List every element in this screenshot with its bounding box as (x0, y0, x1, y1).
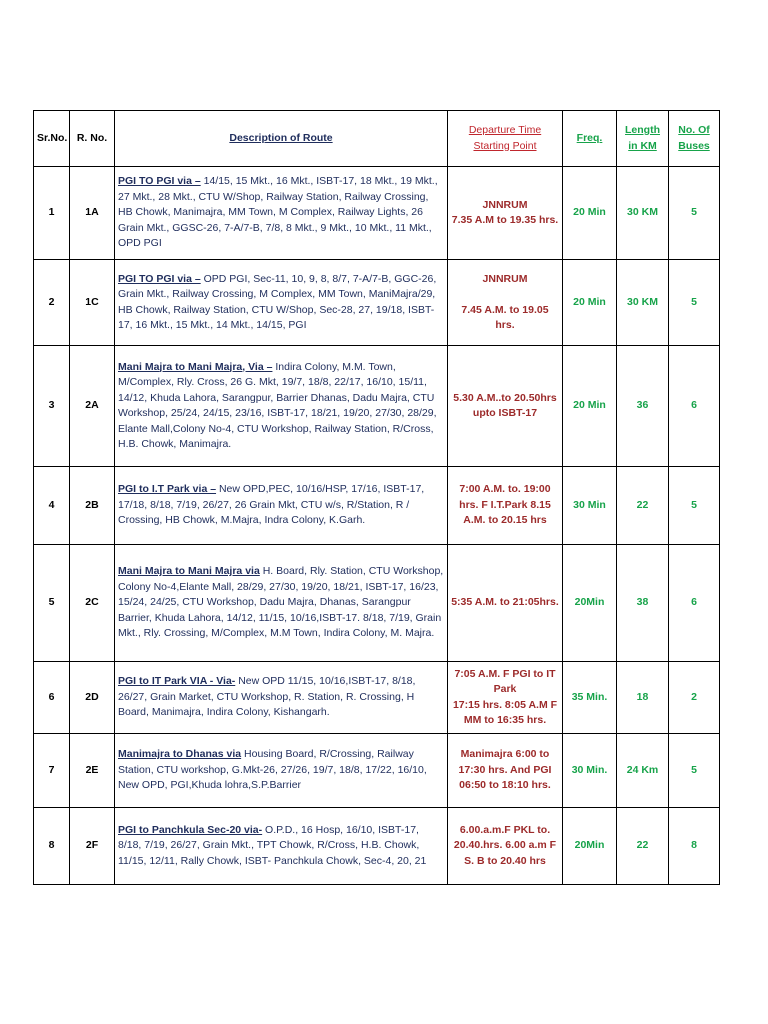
cell-sr: 4 (34, 467, 70, 545)
cell-buses: 5 (669, 260, 720, 346)
cell-buses: 5 (669, 167, 720, 260)
header-departure (448, 111, 563, 167)
table-row (34, 808, 720, 885)
cell-frequency: 20Min (563, 808, 617, 885)
header-description: Description of Route (115, 111, 448, 167)
header-departure-line1: Departure Time (468, 124, 542, 136)
cell-sr: 6 (34, 662, 70, 734)
cell-length: 36 (617, 346, 669, 467)
table-row (34, 346, 720, 467)
cell-departure: Manimajra 6:00 to 17:30 hrs. And PGI 06:50 to 18:10 hrs. (448, 734, 563, 808)
cell-sr: 2 (34, 260, 70, 346)
cell-departure: JNNRUM 7.45 A.M. to 19.05 hrs. (448, 260, 563, 346)
cell-length: 30 KM (617, 167, 669, 260)
cell-length: 22 (617, 467, 669, 545)
header-departure-line2: Starting Point (473, 139, 537, 152)
header-length: Length in KM (617, 111, 669, 167)
cell-sr: 8 (34, 808, 70, 885)
cell-sr: 1 (34, 167, 70, 260)
route-stops: H. Board, Rly. Station, CTU Workshop, Colony No-4,Elante Mall, 28/29, 27/30, 19/20, 18/21, ISBT-17, 16/23, 15/24, 24/25, CTU Workshop, Dadu Majra, Dhanas, Sarangpur Barrier, Khuda Lahora, 14/12, 11/15, 10/16,ISBT-17. 8/18, 7/19, Grain Mkt., Rly. Crossing, M/Complex, M.M Town, Indira Colony, M. Majra. (118, 565, 444, 640)
route-stops: Indira Colony, M.M. Town, M/Complex, Rly. Cross, 26 G. Mkt, 19/7, 18/8, 22/17, 16/10, 15/11, 14/12, Khuda Lahora, Sarangpur, Barrier Dhanas, Dadu Majra, CTU Workshop, 25/24, 24/15, 23/16, ISBT-17, 18/21, 19/20, 27/30, 28/29, Elante Mall,Colony No-4, CTU Workshop, Railway Station, R/Cross, H.B. Chowk, Manimajra. (118, 360, 437, 450)
cell-route-number: 1A (70, 167, 115, 260)
cell-length: 38 (617, 545, 669, 662)
cell-frequency: 35 Min. (563, 662, 617, 734)
cell-route-number: 2E (70, 734, 115, 808)
cell-departure: 6.00.a.m.F PKL to. 20.40.hrs. 6.00 a.m F S. B to 20.40 hrs (448, 808, 563, 885)
cell-description (115, 662, 448, 734)
route-stops: New OPD 11/15, 10/16,ISBT-17, 8/18, 26/27, Grain Market, CTU Workshop, R. Station, R. Crossing, H Board, Manimajra, Indira Colony, Kishangarh. (118, 675, 416, 719)
cell-frequency: 20Min (563, 545, 617, 662)
cell-buses: 8 (669, 808, 720, 885)
cell-route-number: 2D (70, 662, 115, 734)
cell-description (115, 167, 448, 260)
cell-departure: 5.30 A.M..to 20.50hrs upto ISBT-17 (448, 346, 563, 467)
cell-departure: 7:05 A.M. F PGI to IT Park 17:15 hrs. 8:05 A.M F MM to 16:35 hrs. (448, 662, 563, 734)
cell-buses: 6 (669, 545, 720, 662)
cell-frequency: 20 Min (563, 167, 617, 260)
cell-description (115, 260, 448, 346)
route-title: PGI TO PGI via – (118, 272, 201, 285)
cell-route-number: 2B (70, 467, 115, 545)
cell-description (115, 734, 448, 808)
cell-buses: 5 (669, 467, 720, 545)
table-row (34, 662, 720, 734)
cell-description (115, 808, 448, 885)
route-title: Manimajra to Dhanas via (118, 748, 242, 761)
cell-sr: 3 (34, 346, 70, 467)
header-buses: No. Of Buses (669, 111, 720, 167)
route-title: PGI to Panchkula Sec-20 via- (118, 823, 263, 836)
cell-length: 22 (617, 808, 669, 885)
route-stops: O.P.D., 16 Hosp, 16/10, ISBT-17, 8/18, 7/19, 26/27, Grain Mkt., TPT Chowk, R/Cross, H.B. Chowk, 11/15, 12/11, Rally Chowk, ISBT- Panchkula Chowk, Sec-4, 20, 21 (118, 823, 427, 867)
cell-route-number: 2F (70, 808, 115, 885)
cell-length: 18 (617, 662, 669, 734)
table-row (34, 260, 720, 346)
table-row (34, 167, 720, 260)
route-stops: OPD PGI, Sec-11, 10, 9, 8, 8/7, 7-A/7-B, GGC-26, Grain Mkt., Railway Crossing, M Complex, MM Town, ManiMajra/29, HB Chowk, Railway Station, CTU W/Shop, Sec-28, 27, 19/18, ISBT-17, 16 Mkt., 15 Mkt., 14 Mkt., 14/15, PGI (118, 272, 437, 331)
cell-frequency: 20 Min (563, 260, 617, 346)
cell-buses: 6 (669, 346, 720, 467)
header-sr: Sr.No. (34, 111, 70, 167)
cell-frequency: 30 Min. (563, 734, 617, 808)
cell-departure: 7:00 A.M. to. 19:00 hrs. F I.T.Park 8.15 A.M. to 20.15 hrs (448, 467, 563, 545)
cell-route-number: 1C (70, 260, 115, 346)
cell-frequency: 30 Min (563, 467, 617, 545)
header-frequency: Freq. (563, 111, 617, 167)
route-stops: 14/15, 15 Mkt., 16 Mkt., ISBT-17, 18 Mkt., 19 Mkt., 27 Mkt., 28 Mkt., CTU W/Shop, Railway Station, Railway Crossing, HB Chowk, Manimajra, MM Town, M Complex, Railway Lights, 26 Grain Mkt., GGSC-26, 7-A/7-B, 7/8, 8 Mkt., 9 Mkt., 10 Mkt., 11 Mkt., OPD PGI (118, 175, 438, 250)
cell-route-number: 2A (70, 346, 115, 467)
route-title: PGI to I.T Park via – (118, 483, 217, 496)
route-stops: Housing Board, R/Crossing, Railway Station, CTU workshop, G.Mkt-26, 27/26, 19/7, 18/8, 17/22, 16/10, New OPD, PGI,Khuda lohra,S.P.Barrier (118, 748, 427, 792)
table-row (34, 734, 720, 808)
cell-departure: JNNRUM 7.35 A.M to 19.35 hrs. (448, 167, 563, 260)
route-title: PGI TO PGI via – (118, 175, 201, 188)
cell-frequency: 20 Min (563, 346, 617, 467)
header-route-number: R. No. (70, 111, 115, 167)
cell-sr: 5 (34, 545, 70, 662)
cell-length: 30 KM (617, 260, 669, 346)
cell-description (115, 545, 448, 662)
cell-description (115, 346, 448, 467)
header-row (34, 111, 720, 167)
table-row (34, 545, 720, 662)
cell-buses: 2 (669, 662, 720, 734)
route-title: PGI to IT Park VIA - Via- (118, 675, 236, 688)
cell-length: 24 Km (617, 734, 669, 808)
cell-sr: 7 (34, 734, 70, 808)
table-body (34, 167, 720, 885)
route-title: Mani Majra to Mani Majra via (118, 565, 260, 578)
route-table (33, 110, 720, 885)
route-title: Mani Majra to Mani Majra, Via – (118, 360, 273, 373)
cell-departure: 5:35 A.M. to 21:05hrs. (448, 545, 563, 662)
cell-description (115, 467, 448, 545)
route-stops: New OPD,PEC, 10/16/HSP, 17/16, ISBT-17, 17/18, 8/18, 7/19, 26/27, 26 Grain Mkt, CTU w/s, R/Station, R / Crossing, HB Chowk, M.Majra, Indra Colony, K.Garh. (118, 483, 425, 527)
cell-route-number: 2C (70, 545, 115, 662)
table-row (34, 467, 720, 545)
cell-buses: 5 (669, 734, 720, 808)
